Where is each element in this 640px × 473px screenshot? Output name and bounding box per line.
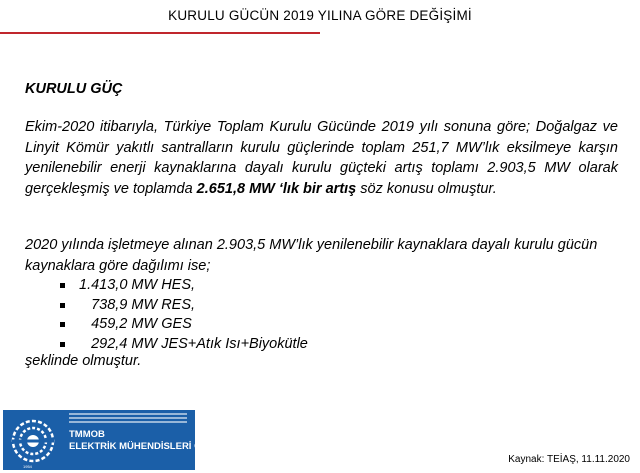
source-note: Kaynak: TEİAŞ, 11.11.2020 <box>508 454 630 465</box>
capacity-list <box>60 276 308 354</box>
bullet-icon <box>60 303 65 308</box>
list-item <box>60 315 308 335</box>
list-item-text: 1.413,0 MW HES, <box>79 277 196 293</box>
page-title: KURULU GÜCÜN 2019 YILINA GÖRE DEĞİŞİMİ <box>168 8 472 23</box>
paragraph-renewable-distribution: 2020 yılında işletmeye alınan 2.903,5 MW’lık yenilenebilir kaynaklara dayalı kurulu gücün kaynaklara göre dağılımı ise; <box>25 237 598 274</box>
list-item-text: 459,2 MW GES <box>79 316 192 332</box>
section-heading: KURULU GÜÇ <box>25 81 123 97</box>
list-item <box>60 335 308 355</box>
paragraph1-text: Ekim-2020 itibarıyla, Türkiye Toplam Kurulu Gücünde 2019 yılı sonuna göre; Doğalgaz ve Linyit Kömür yakıtlı santralların kurulu güçlerinde toplam 251,7 MW’lık eksilmeye karşın yenilenebilir enerji kaynaklarına dayalı kurulu güçteki artış toplamı 2.903,5 MW olarak gerçekleşmiş ve toplamda <box>25 119 618 197</box>
logo-org-line2: ELEKTRİK MÜHENDİSLERİ ODASI <box>69 441 225 452</box>
closing-text: şeklinde olmuştur. <box>25 353 142 369</box>
emo-logo <box>3 410 225 470</box>
logo-year: 1954 <box>23 464 32 469</box>
header-divider <box>0 32 320 34</box>
logo-fine-print <box>69 413 187 427</box>
list-item <box>60 296 308 316</box>
paragraph1-tail: söz konusu olmuştur. <box>356 180 497 197</box>
list-item-text: 738,9 MW RES, <box>79 296 196 313</box>
paragraph1-highlight: 2.651,8 MW ‘lık bir artış <box>196 180 357 197</box>
paragraph-installed-capacity <box>25 117 618 199</box>
list-item-text: 292,4 MW JES+Atık Isı+Biyokütle <box>79 335 308 352</box>
bullet-icon <box>60 283 65 288</box>
bullet-icon <box>60 322 65 327</box>
emblem-icon <box>10 418 56 464</box>
list-item <box>60 276 308 296</box>
bullet-icon <box>60 342 65 347</box>
logo-org-line1: TMMOB <box>69 429 105 440</box>
